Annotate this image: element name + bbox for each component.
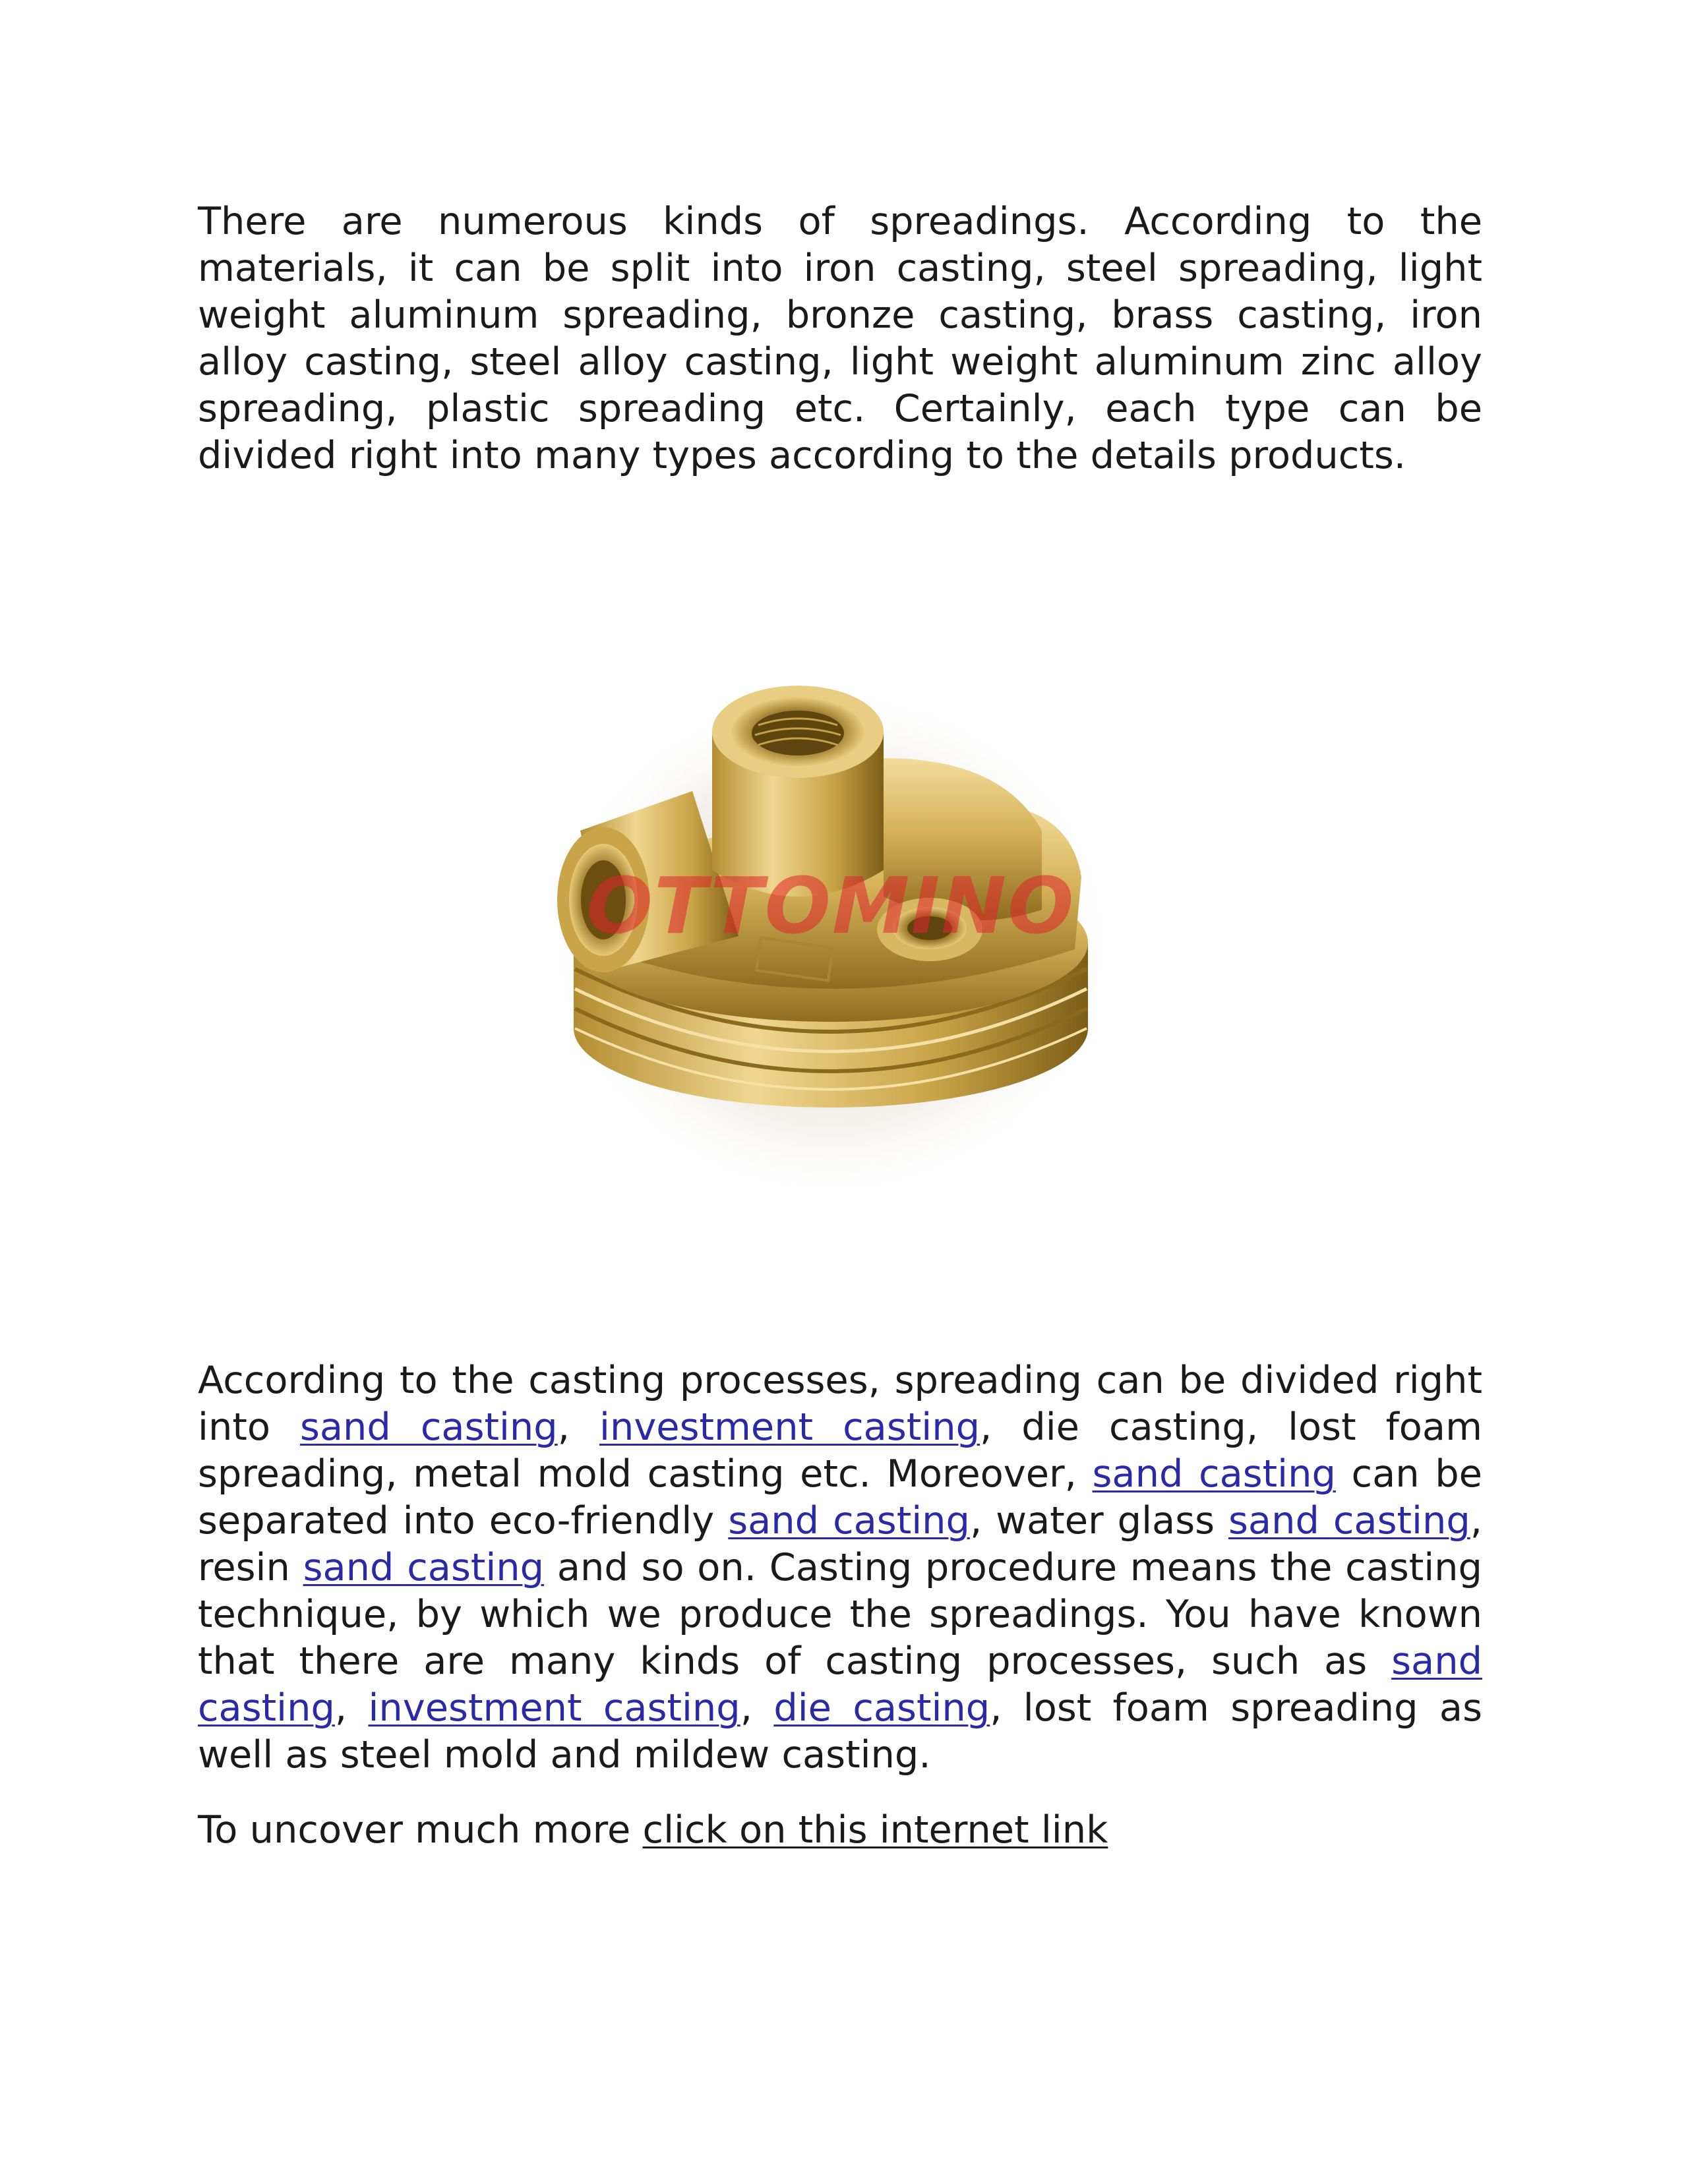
brass-casting-photo: [541, 659, 1121, 1187]
text-segment: , lost foam spreading as well as steel mold and mildew casting.: [198, 1686, 1482, 1777]
link-sand-casting[interactable]: sand casting: [728, 1498, 970, 1543]
intro-paragraph: There are numerous kinds of spreadings. According to the materials, it can be split into iron casting, steel spreading, light weight aluminum spreading, bronze casting, brass casting, iron alloy casting, steel alloy casting, light weight aluminum zinc alloy spreading, plastic spreading etc. Certainly, each type can be divided right into many types according to the details products.: [198, 199, 1482, 477]
more-info-text: To uncover much more: [198, 1808, 643, 1852]
link-die-casting[interactable]: die casting: [773, 1686, 990, 1730]
link-investment-casting[interactable]: investment casting: [368, 1686, 740, 1730]
text-segment: ,: [557, 1405, 600, 1449]
link-investment-casting[interactable]: investment casting: [599, 1405, 980, 1449]
link-sand-casting[interactable]: sand casting: [303, 1545, 545, 1589]
process-paragraph: [198, 1357, 1482, 1778]
text-segment: , die casting, lost foam spreading, metal mold casting etc. Moreover,: [198, 1405, 1482, 1496]
text-segment: , resin: [198, 1498, 1482, 1589]
text-segment: According to the casting processes, spreading can be divided right into: [198, 1358, 1482, 1449]
watermark-text: OTTOMINO: [586, 860, 1075, 951]
text-segment: ,: [334, 1686, 369, 1730]
link-sand-casting[interactable]: sand casting: [299, 1405, 558, 1449]
text-segment: can be separated into eco-friendly: [198, 1452, 1482, 1543]
link-sand-casting[interactable]: sand casting: [1228, 1498, 1470, 1543]
link-sand-casting[interactable]: sand casting: [198, 1639, 1482, 1730]
internet-link[interactable]: click on this internet link: [642, 1808, 1108, 1852]
more-info-line: [198, 1806, 1482, 1853]
text-segment: , water glass: [969, 1498, 1229, 1543]
text-segment: and so on. Casting procedure means the casting technique, by which we produce the spreadings. You have known that there are many kinds of casting processes, such as: [198, 1545, 1482, 1683]
text-segment: ,: [740, 1686, 774, 1730]
link-sand-casting[interactable]: sand casting: [1092, 1452, 1336, 1496]
